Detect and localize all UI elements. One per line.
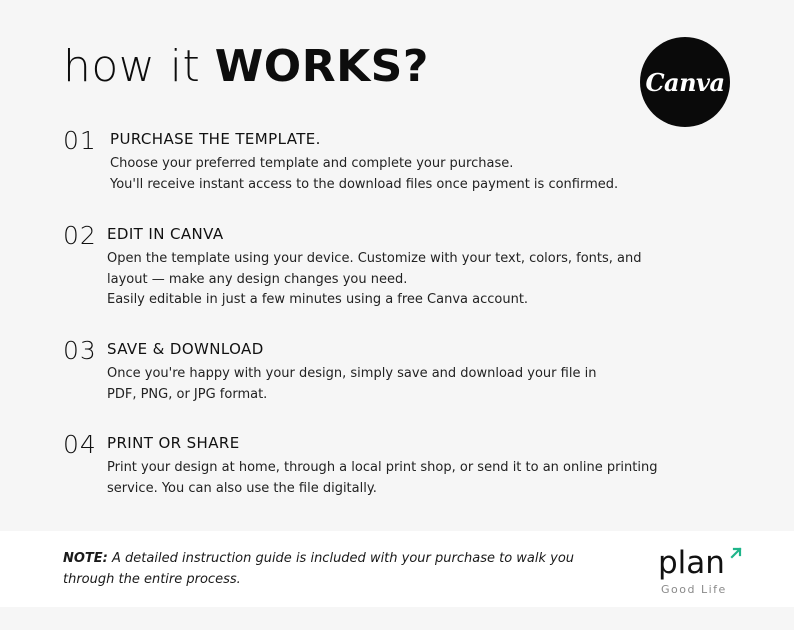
step-description — [107, 249, 642, 311]
note-line-2: through the entire process. — [63, 572, 241, 587]
canva-logo — [640, 37, 730, 127]
title-bold: WORKS? — [214, 41, 429, 92]
step-description — [107, 364, 596, 405]
step-heading: PURCHASE THE TEMPLATE. — [110, 130, 321, 148]
step-description-line: Print your design at home, through a local print shop, or send it to an online printing — [107, 460, 658, 475]
step-number: 02 — [63, 221, 97, 250]
step-heading: PRINT OR SHARE — [107, 434, 240, 452]
step-description-line: layout — make any design changes you need. — [107, 271, 408, 287]
step-description-line: Open the template using your device. Customize with your text, colors, fonts, and — [107, 251, 642, 266]
note-line — [63, 548, 574, 569]
brand-wordmark: plan — [658, 545, 725, 581]
title-light: how it — [63, 41, 215, 92]
note-label: NOTE: — [63, 551, 108, 566]
arrow-up-right-icon — [730, 547, 742, 559]
step-description-line: Once you're happy with your design, simply save and download your file in — [107, 366, 597, 381]
step-description-line: You'll receive instant access to the download files once payment is confirmed. — [110, 176, 619, 192]
page-title — [63, 39, 429, 95]
brand-logo — [658, 545, 748, 601]
step-description — [110, 154, 618, 195]
step-description-line: Easily editable in just a few minutes using a free Canva account. — [107, 292, 529, 307]
brand-tagline: Good Life — [661, 583, 727, 596]
footer-note-bar — [0, 531, 794, 607]
step-number: 01 — [63, 126, 97, 155]
step-description-line: service. You can also use the file digitally. — [107, 480, 377, 496]
step-description — [107, 458, 658, 499]
step-number: 03 — [63, 336, 97, 365]
step-description-line: Choose your preferred template and complete your purchase. — [110, 156, 514, 171]
note-line-1: A detailed instruction guide is included with your purchase to walk you — [107, 551, 575, 566]
step-heading: SAVE & DOWNLOAD — [107, 340, 264, 358]
step-number: 04 — [63, 430, 97, 459]
step-description-line: PDF, PNG, or JPG format. — [107, 386, 268, 402]
canva-logo-text: Canva — [645, 67, 725, 97]
note-text — [63, 548, 574, 590]
step-heading: EDIT IN CANVA — [107, 225, 224, 243]
